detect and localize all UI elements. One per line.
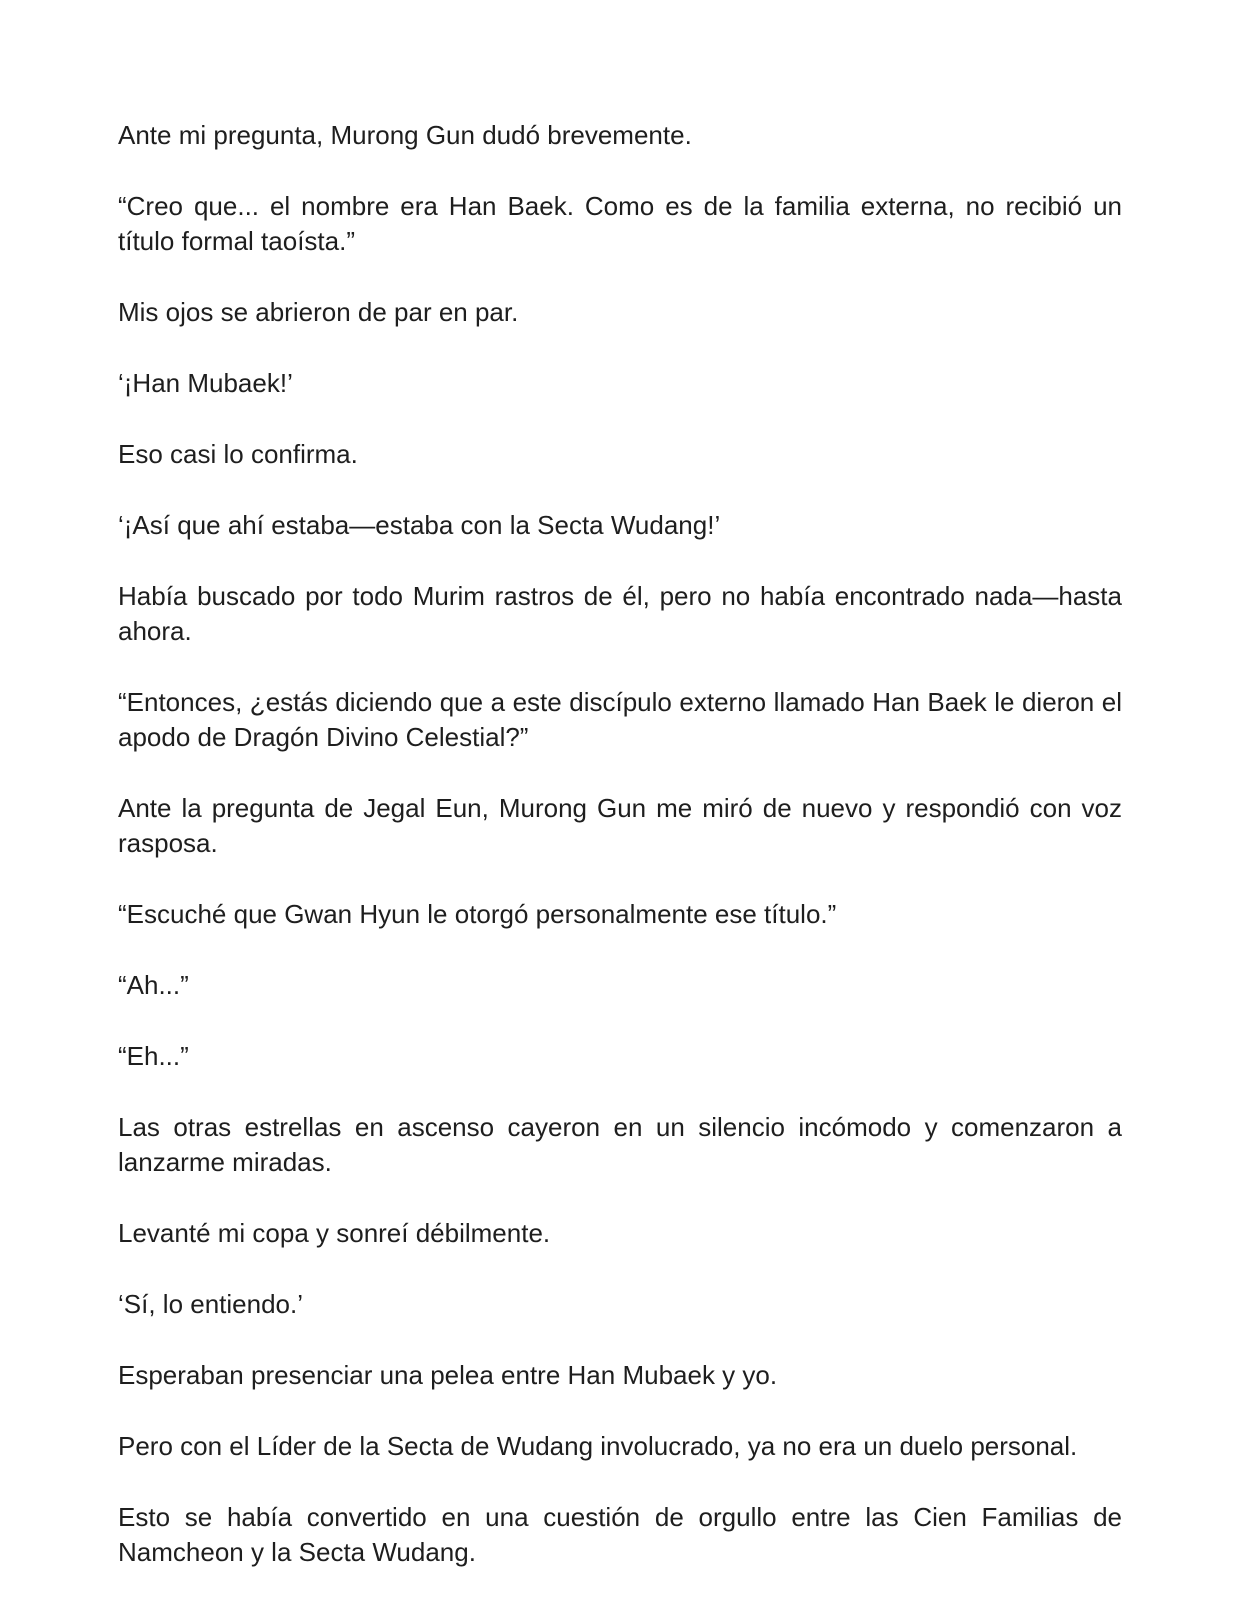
paragraph: Las otras estrellas en ascenso cayeron en un silencio incómodo y comenzaron a lanzarme miradas. xyxy=(118,1112,1122,1177)
paragraph: Había buscado por todo Murim rastros de él, pero no había encontrado nada—hasta ahora. xyxy=(118,581,1122,646)
paragraph: Eso casi lo confirma. xyxy=(118,439,358,469)
paragraph: Esto se había convertido en una cuestión de orgullo entre las Cien Familias de Namcheon y la Secta Wudang. xyxy=(118,1502,1122,1567)
paragraph: “Entonces, ¿estás diciendo que a este discípulo externo llamado Han Baek le dieron el apodo de Dragón Divino Celestial?” xyxy=(118,687,1122,752)
paragraph: ‘¡Han Mubaek!’ xyxy=(118,368,293,398)
paragraph: Mis ojos se abrieron de par en par. xyxy=(118,297,519,327)
paragraph: Esperaban presenciar una pelea entre Han Mubaek y yo. xyxy=(118,1360,778,1390)
paragraph: Levanté mi copa y sonreí débilmente. xyxy=(118,1218,551,1248)
paragraph: Pero con el Líder de la Secta de Wudang involucrado, ya no era un duelo personal. xyxy=(118,1431,1078,1461)
paragraph: ‘Sí, lo entiendo.’ xyxy=(118,1289,304,1319)
paragraph: ‘¡Así que ahí estaba—estaba con la Secta Wudang!’ xyxy=(118,510,721,540)
document-body xyxy=(118,118,1122,1606)
paragraph: “Eh...” xyxy=(118,1041,189,1071)
paragraph: “Creo que... el nombre era Han Baek. Como es de la familia externa, no recibió un título formal taoísta.” xyxy=(118,191,1122,256)
paragraph: “Escuché que Gwan Hyun le otorgó personalmente ese título.” xyxy=(118,899,837,929)
paragraph: “Ah...” xyxy=(118,970,189,1000)
paragraph: Ante mi pregunta, Murong Gun dudó brevemente. xyxy=(118,120,692,150)
paragraph: Ante la pregunta de Jegal Eun, Murong Gun me miró de nuevo y respondió con voz rasposa. xyxy=(118,793,1122,858)
